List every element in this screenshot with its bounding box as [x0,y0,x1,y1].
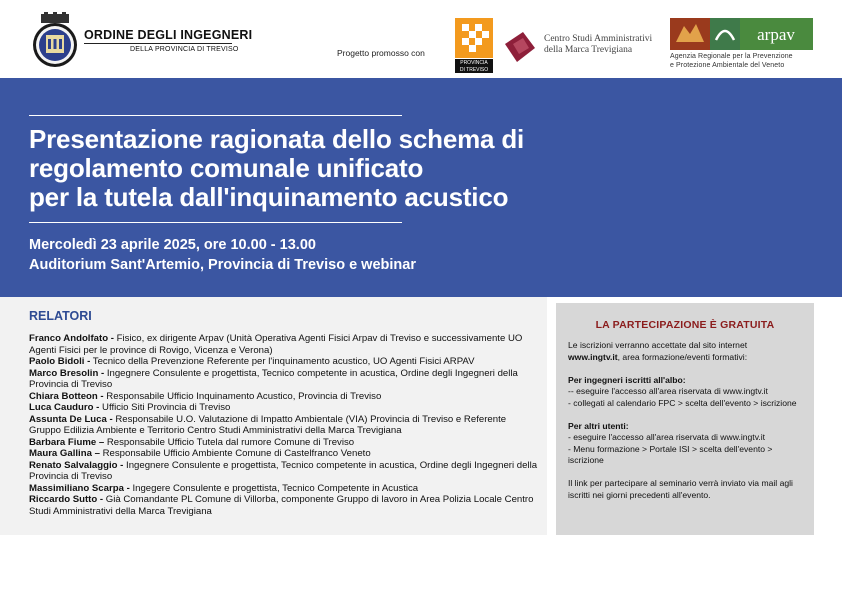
others-step-2: - Menu formazione > Portale ISI > scelta dell'evento > iscrizione [568,443,773,465]
others-step-1: - eseguire l'accesso all'area riservata di www.ingtv.it [568,432,766,442]
speaker-desc: Tecnico della Prevenzione Referente per l'inquinamento acustico, UO Agenti Fisici ARPAV [90,356,475,367]
csa-line1: Centro Studi Amministrativi [544,34,653,44]
speaker-desc: Responsabile Ufficio Inquinamento Acustico, Provincia di Treviso [103,390,382,402]
province-label [455,59,493,73]
others-heading: Per altri utenti: [568,420,629,431]
event-title [29,125,524,212]
speaker-desc: Fisico, ex dirigente Arpav (Unità Operativa Agenti Fisici Arpav di Treviso e successivamente UO Agenti Fisici per le province di Rovigo, Vicenza e Verona) [29,333,523,356]
speaker-item [29,368,539,391]
speaker-name: Maura Gallina – [29,448,100,459]
arpav-subtitle [670,52,793,70]
speaker-name: Luca Cauduro - [29,402,100,413]
event-title-line1: Presentazione ragionata dello schema di [29,124,525,154]
registration-title: LA PARTECIPAZIONE È GRATUITA [595,319,775,331]
speaker-name: Assunta De Luca - [29,413,113,425]
engineers-heading: Per ingegneri iscritti all'albo: [568,374,686,385]
arpav-name: arpav [757,25,795,44]
speaker-name: Franco Andolfato - [29,333,114,344]
registration-intro [568,340,808,363]
speaker-item [29,437,539,449]
speaker-item [29,460,539,483]
speaker-name: Chiara Botteon - [29,390,104,402]
speakers-heading: RELATORI [29,309,92,323]
registration-site-link[interactable]: www.ingtv.it [568,351,618,362]
event-title-line2: regolamento comunale unificato [29,153,424,183]
speaker-name: Renato Salvalaggio - [29,459,124,471]
engineers-step-2: - collegati al calendario FPC > scelta dell'evento > iscrizione [568,397,797,408]
arpav-logo [670,18,813,50]
speaker-desc: Ingegnere Consulente e progettista, Tecnico competente in acustica, Ordine degli Ingegneri della Provincia di Treviso [29,459,538,482]
registration-body [568,340,808,501]
speaker-name: Paolo Bidoli - [29,356,91,367]
event-details [29,235,416,275]
speaker-desc: Ingegnere Consulente e progettista, Tecnico competente in acustica, Ordine degli Ingegneri della Provincia di Treviso [29,367,518,390]
speaker-item [29,494,539,517]
speaker-item [29,402,539,414]
registration-intro-1: Le iscrizioni verranno accettate dal sito internet [568,340,748,350]
speaker-item [29,391,539,403]
promo-text: Progetto promosso con [337,48,425,58]
speaker-item [29,483,539,495]
province-label-line2: DI TREVISO [459,66,489,73]
org-divider [84,43,232,44]
org-subtitle: DELLA PROVINCIA DI TREVISO [130,46,239,53]
speaker-name: Barbara Fiume – [29,436,105,448]
speaker-desc: Ingegere Consulente e progettista, Tecnico Competente in Acustica [129,482,419,494]
csa-name [544,34,652,56]
event-date: Mercoledì 23 aprile 2025, ore 10.00 - 13.00 [29,237,316,253]
speaker-desc: Ufficio Siti Provincia di Treviso [99,402,231,413]
speaker-item [29,356,539,368]
speaker-desc: Responsabile Ufficio Tutela dal rumore Comune di Treviso [104,436,355,448]
speaker-desc: Responsabile U.O. Valutazione di Impatto Ambientale (VIA) Provincia di Treviso e Referente Gruppo Edilizia Ambiente e Territorio Centro Studi Amministrativi della Marca Trevigiana [29,413,507,436]
speaker-desc: Già Comandante PL Comune di Villorba, componente Gruppo di lavoro in Area Polizia Locale Centro Studi Amministrativi della Marca Trevigiana [29,494,534,517]
speaker-desc: Responsabile Ufficio Ambiente Comune di Castelfranco Veneto [99,448,371,459]
arpav-line1: Agenzia Regionale per la Prevenzione [670,53,793,60]
speaker-name: Riccardo Sutto - [29,494,104,505]
speaker-name: Marco Bresolin - [29,367,105,379]
org-title: ORDINE DEGLI INGEGNERI [84,28,253,42]
registration-intro-2: , area formazione/eventi formativi: [617,351,748,362]
title-banner [0,78,842,297]
speaker-item [29,333,539,356]
registration-box [556,303,814,535]
speaker-item [29,414,539,437]
banner-bottom-rule [29,222,402,223]
csa-line2: della Marca Trevigiana [544,45,633,55]
banner-top-rule [29,115,402,116]
arpav-line2: e Protezione Ambientale del Veneto [670,62,785,69]
speakers-list [29,333,539,517]
event-location: Auditorium Sant'Artemio, Provincia di Treviso e webinar [29,257,416,273]
speaker-item [29,448,539,460]
order-crest-logo [30,12,80,68]
event-title-line3: per la tutela dall'inquinamento acustico [29,182,509,212]
speaker-name: Massimiliano Scarpa - [29,482,130,494]
engineers-step-1: -- eseguire l'accesso all'area riservata di www.ingtv.it [568,386,768,396]
csa-logo [503,30,537,64]
province-label-line1: PROVINCIA [460,60,488,66]
speakers-panel [0,297,547,535]
page-header [0,0,842,78]
registration-footer: Il link per partecipare al seminario verrà inviato via mail agli iscritti nei giorni precedenti all'evento. [568,478,793,500]
